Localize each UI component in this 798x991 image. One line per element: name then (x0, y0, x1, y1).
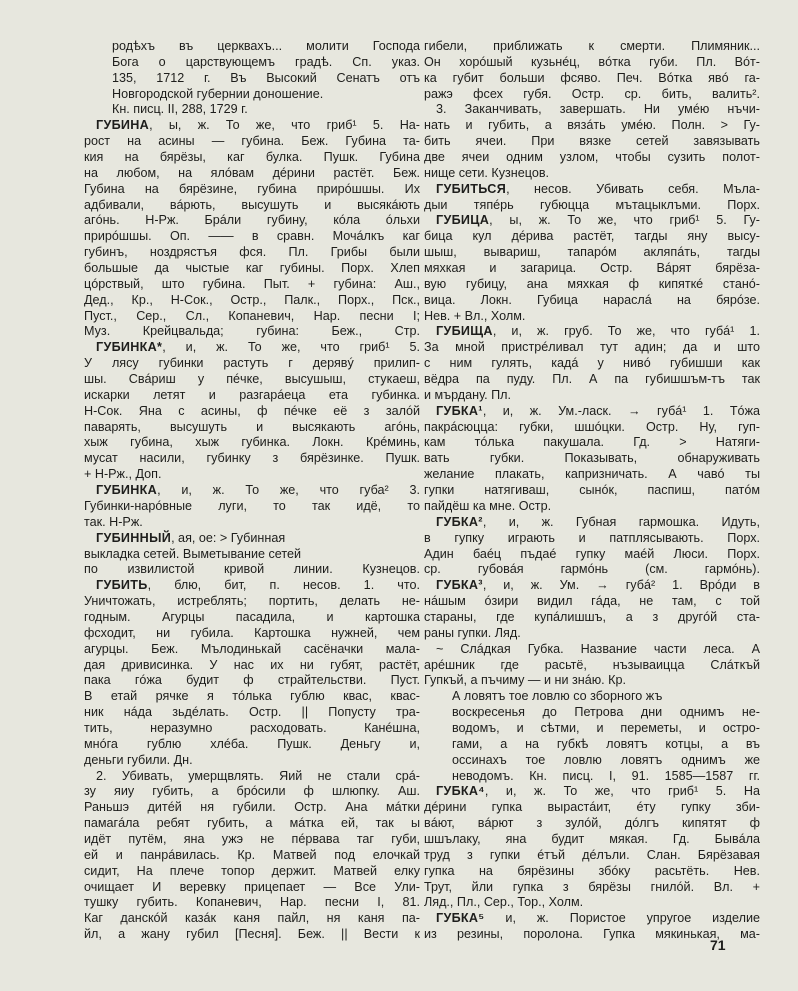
text-line: две ячеи одним узлом, чтобы сузить полот- (424, 150, 760, 165)
text-line: раны гупки. Ляд. (424, 625, 521, 640)
headword: ГУБИЩА (436, 324, 493, 339)
entry-grammar: , ая, ое: > Губинная (171, 530, 286, 545)
headword: ГУБИНКА (96, 483, 158, 498)
entry-grammar: , и, ж. Ум. → губá² 1. Врóди в (482, 578, 760, 593)
text-line: Губина на бярёзине, губина прирóшшы. Их (84, 181, 420, 196)
text-line: труд з гупки éтъй дéлъли. Слан. Бярёзавая (424, 847, 760, 862)
headword: ГУБИТЬСЯ (436, 181, 507, 196)
text-line: рост на асины — губина. Беж. Губина та- (84, 134, 420, 149)
text-line: по извилистой кривой линии. Кузнецов. (84, 562, 420, 577)
text-line: годным. Агурцы пасадила, и картошка (84, 609, 420, 624)
entry-grammar: , и, ж. груб. То же, что губá¹ 1. (492, 324, 760, 339)
text-line: Бога о царствующемъ градѣ. Сп. указ. (112, 54, 420, 69)
text-line: Пуст., Сер., Сл., Копаневич, Нар. песни I; (84, 308, 420, 323)
text-line: очищает И веревку прицепает — Все Ули- (84, 879, 420, 894)
text-line: Он хорóшый кузьнéц, вóтка губи. Пл. Вóт- (424, 54, 760, 69)
text-line: Ляд., Пл., Сер., Тор., Холм. (424, 895, 584, 910)
headword: ГУБИНА (96, 118, 150, 133)
text-line: нать и губить, а вязáть умéю. Полн. > Гу- (424, 118, 760, 133)
text-line: В етай рячке я тóлька гублю квас, квас- (84, 689, 420, 704)
text-line: и мърдану. Пл. (424, 387, 512, 402)
headword: ГУБКА⁵ (436, 911, 485, 926)
entry-grammar: , и, ж. То же, что гриб¹ 5. (162, 340, 420, 355)
text-line: прирóшшы. Оп. —— в сравн. Мочáлкъ каг (84, 229, 420, 244)
headword: ГУБИТЬ (96, 578, 148, 593)
text-line: дéрини гупка вырастáит, éту гупку зби- (424, 800, 760, 815)
page-number: 71 (710, 937, 726, 953)
entry-headword-line (424, 515, 760, 531)
headword: ГУБИНКА* (96, 340, 163, 355)
text-line: вáют, вáрют з зулóй, дóлгъ кипятят ф (424, 816, 760, 831)
headword: ГУБКА¹ (436, 403, 483, 418)
text-line: вую губицу, ана мяхкая ф кипяткé станó- (424, 276, 760, 291)
text-line: ср. губовáя гармóнь (см. гармóнь). (424, 562, 760, 577)
entry-headword-line (84, 340, 420, 356)
entry-headword-line (424, 578, 760, 594)
text-line: гупка на бярёзины збóку расьтёть. Нев. (424, 863, 760, 878)
entry-grammar: и, ж. Пористое упругое изделие (484, 911, 760, 926)
text-line: ражэ фсех губя. Остр. ср. бить, валить². (424, 86, 760, 101)
text-line: с ним гулять, кадá у нивó губишши как (424, 356, 760, 371)
text-line: вица. Локн. Губица нараслá на бярóзе. (424, 292, 760, 307)
text-line: гами, а на губкѣ ловятъ котцы, а въ (452, 736, 760, 751)
entry-headword-line (424, 911, 760, 927)
text-line: шы. Свáриш у пéчке, высушыш, стукаеш, (84, 372, 420, 387)
text-line: на любом, на ялóвам дéрини растёт. Беж. (84, 165, 420, 180)
text-line: Гупкъй, а пъчиму — и ни знáю. Кр. (424, 673, 627, 688)
entry-grammar: , ы, ж. То же, что гриб¹ 5. Гу- (489, 213, 760, 228)
text-line: 2. Убивать, умерщвлять. Яий не стали срá- (96, 768, 420, 783)
text-line: Дед., Кр., Н-Сок., Остр., Палк., Порх., Пск., (84, 292, 420, 307)
text-line: вать губки. Показывать, обнаруживать (424, 451, 760, 466)
text-line: пака гóжа будит ф страйтельстви. Пуст. (84, 673, 420, 688)
left-text-column (84, 39, 420, 943)
text-line: искарки летят и разгарáеца ета губинка. (84, 387, 420, 402)
text-line: вёдра па пуду. Пл. А па губишшъм-тъ так (424, 372, 760, 387)
text-line: 3. Заканчивать, завершать. Ни умéю нъчи- (436, 102, 760, 117)
text-line: А ловятъ тое ловлю со зборного жъ (452, 689, 663, 704)
headword: ГУБКА³ (436, 578, 483, 593)
text-line: кия на бярёзы, каг булка. Пушк. Губина (84, 150, 420, 165)
text-line: нáшым óзири видил гáда, не там, с той (424, 594, 760, 609)
text-line: Адин баéц пъдаé гупку маéй Люси. Порх. (424, 546, 760, 561)
text-line: Раньшэ дитéй ня губили. Остр. Ана мáтки (84, 800, 420, 815)
entry-headword-line (84, 578, 420, 594)
entry-grammar: , ы, ж. То же, что гриб¹ 5. На- (149, 118, 420, 133)
text-line: фсходит, ни губила. Картошка нужней, чем (84, 625, 420, 640)
text-line: дыи тяпéрь губюцца мътацыклъми. Порх. (424, 197, 760, 212)
text-line: Кн. писц. II, 288, 1729 г. (112, 102, 248, 117)
text-line: нище сети. Кузнецов. (424, 165, 550, 180)
text-line: гупки натягиваш, сынóк, паспиш, патóм (424, 483, 760, 498)
text-line: мусат насили, губинку з бярёзинке. Пушк. (84, 451, 420, 466)
text-line: родѣхъ въ церквахъ... молити Господа (112, 39, 420, 53)
text-line: хыж губина, хыж губинка. Локн. Крéминь, (84, 435, 420, 450)
entry-headword-line (424, 404, 760, 420)
text-line: тить, неразумно расходовать. Канéшна, (84, 720, 420, 735)
text-line: памагáла ребят губить, а мáтка ей, так ы (84, 816, 420, 831)
text-line: Новгородской губернии доношение. (112, 86, 324, 101)
text-line: Уничтожать, истреблять; портить, делать не- (84, 594, 420, 609)
text-line: Нев. + Вл., Холм. (424, 308, 526, 323)
text-line: Губинки-нарóвные луги, то так идё, то (84, 498, 420, 513)
text-line: деньги губили. Дн. (84, 752, 193, 767)
text-line: губинъ, ноздрястъя фся. Пл. Грибы были (84, 245, 420, 260)
text-line: За мной пристрéливал тут адин; да и што (424, 340, 760, 355)
text-line: мнóга гублю хлéба. Пушк. Деньгу и, (84, 736, 420, 751)
text-line: ник нáда зьдéлать. Остр. || Попусту тра- (84, 705, 420, 720)
text-line: желание плакать, капризничать. А чавó ты (424, 467, 760, 482)
text-line: Каг данскóй казáк каня пайл, ня каня па- (84, 911, 420, 926)
text-line: У лясу губинки растуть г дерявý прилип- (84, 356, 420, 371)
text-line: стараны, где купáлишшъ, а з другóй ста- (424, 609, 760, 624)
entry-grammar: , и, ж. Ум.-ласк. → губá¹ 1. Тóжа (482, 403, 760, 418)
text-line: бить ячеи. При вязке сетей завязывать (424, 134, 760, 149)
text-line: Трут, йли гупка з бярёзы гнилóй. Вл. + (424, 879, 760, 894)
text-line: тушку губить. Копаневич, Нар. песни I, 81. (84, 895, 420, 910)
text-line: воскресенья до Петрова дни однимъ не- (452, 705, 760, 720)
entry-grammar: , блю, бит, п. несов. 1. что. (147, 578, 420, 593)
text-line: ей и панрáвилась. Кр. Матвей под елочкай (84, 847, 420, 862)
headword: ГУБИННЫЙ (96, 530, 172, 545)
text-line: арéшник где расьтё, нъзываицца Слáткъй (424, 657, 760, 672)
text-line: из резины, поролона. Гупка мякинькая, ма- (424, 927, 760, 942)
text-line: йл, а жану губил [Песня]. Беж. || Вести к (84, 927, 420, 942)
text-line: цóрствый, што губина. Пыт. + губина: Аш., (84, 276, 420, 291)
headword: ГУБИЦА (436, 213, 490, 228)
entry-grammar: , и, ж. То же, что гриб¹ 5. На (484, 784, 760, 799)
text-line: пакрáсюцца: губки, шшóцки. Остр. Ну, гуп- (424, 419, 760, 434)
text-line: сидит, На плече топор держит. Матвей елку (84, 863, 420, 878)
text-line: Н-Сок. Яна с асины, ф пéчке её з залóй (84, 403, 420, 418)
text-line: выкладка сетей. Выметывание сетей (84, 546, 302, 561)
text-line: дая дривисинка. У нас их ни губят, растёт, (84, 657, 420, 672)
text-line: в гупку играють и патплясывають. Порх. (424, 530, 760, 545)
text-line: бица кул дéрива растёт, тагды яну высу- (424, 229, 760, 244)
text-line: агурцы. Беж. Мълодинькай сасёначки мала- (84, 641, 420, 656)
entry-grammar: , и, ж. То же, что губа² 3. (157, 483, 420, 498)
entry-grammar: , и, ж. Губная гармошка. Идуть, (482, 514, 760, 529)
text-line: шшълаку, яна будит мякая. Гд. Бывáла (424, 831, 760, 846)
text-line: водомъ, и сѣтми, и переметы, и остро- (452, 720, 760, 735)
entry-headword-line (84, 118, 420, 134)
text-line: зу яиу губить, а брóсили ф шлюпку. Аш. (84, 784, 420, 799)
entry-headword-line (424, 182, 760, 198)
text-line: мяхкая и загарица. Остр. Вáрят бярёза- (424, 261, 760, 276)
headword: ГУБКА² (436, 514, 483, 529)
text-line: агóнь. Н-Рж. Брáли губину, кóла óльхи (84, 213, 420, 228)
entry-headword-line (424, 784, 760, 800)
text-line: кам тóлька пакушала. Гд. > Натяги- (424, 435, 760, 450)
text-line: так. Н-Рж. (84, 514, 143, 529)
headword: ГУБКА⁴ (436, 784, 485, 799)
text-line: ~ Слáдкая Губка. Название части леса. А (436, 641, 760, 656)
text-line: шыш, вывариш, тапарóм акляпáть, тагды (424, 245, 760, 260)
text-line: паварять, высушуть и высякають агóнь, (84, 419, 420, 434)
entry-headword-line (424, 324, 760, 340)
text-line: неводомъ. Кн. писц. I, 91. 1585—1587 гг. (452, 768, 760, 783)
text-line: ка губит больши фсяво. Печ. Вóтка явó га- (424, 70, 760, 85)
text-line: 135, 1712 г. Въ Высокий Сенатъ отъ (112, 70, 420, 85)
text-line: + Н-Рж., Доп. (84, 467, 162, 482)
text-line: пайдёш ка мне. Остр. (424, 498, 552, 513)
right-text-column (424, 39, 760, 943)
entry-headword-line (424, 213, 760, 229)
text-line: идёт путём, яна ужэ не пéрвава таг губи, (84, 831, 420, 846)
text-line: большые да чыстые каг губины. Порх. Хлеп (84, 261, 420, 276)
text-line: Муз. Крейцвальда; губина: Беж., Стр. (84, 324, 420, 339)
entry-grammar: , несов. Убивать себя. Мъла- (506, 181, 760, 196)
text-line: адбивали, вáрють, высушуть и высякáють (84, 197, 420, 212)
entry-headword-line (84, 531, 420, 547)
text-line: оссинахъ тое ловлю ловятъ однимъ же (452, 752, 760, 767)
entry-headword-line (84, 483, 420, 499)
text-line: гибели, приближать к смерти. Плимяник... (424, 39, 760, 53)
